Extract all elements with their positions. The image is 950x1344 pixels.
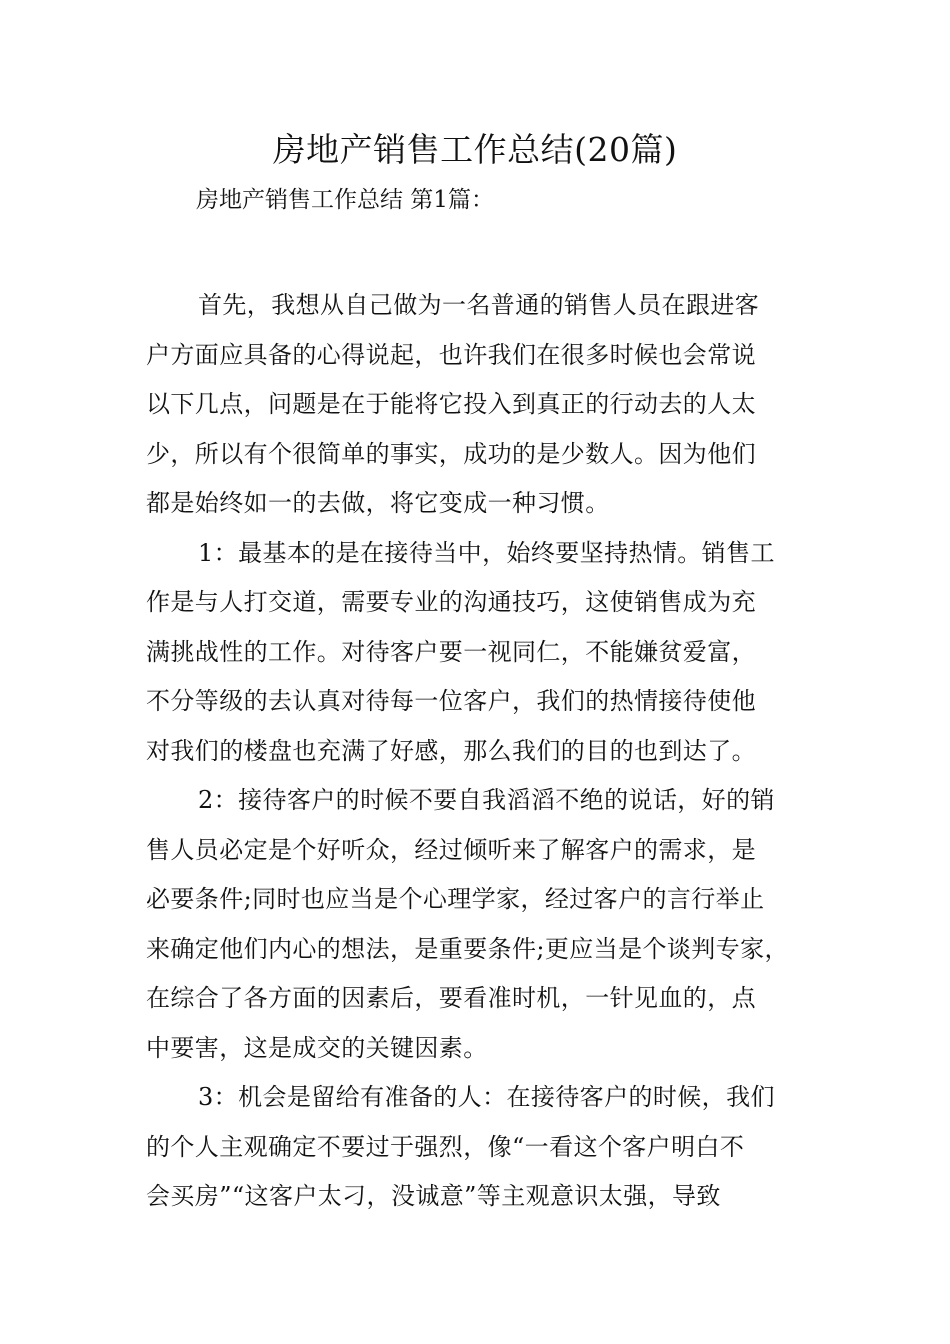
paragraph-line: 都是始终如一的去做，将它变成一种习惯。: [146, 489, 610, 517]
paragraph-line: 对我们的楼盘也充满了好感，那么我们的目的也到达了。: [146, 736, 756, 765]
document-subtitle: 房地产销售工作总结 第1篇：: [196, 187, 494, 213]
paragraph-line: 的个人主观确定不要过于强烈，像“一看这个客户明白不: [146, 1132, 745, 1161]
paragraph-line: 中要害，这是成交的关键因素。: [146, 1033, 488, 1062]
document-title: 房地产销售工作总结(20篇): [272, 130, 678, 169]
paragraph-line: 2：接待客户的时候不要自我滔滔不绝的说话，好的销: [198, 786, 775, 814]
paragraph-line: 必要条件;同时也应当是个心理学家，经过客户的言行举止: [146, 885, 765, 913]
paragraph-line: 作是与人打交道，需要专业的沟通技巧，这使销售成为充: [146, 588, 756, 616]
paragraph-line: 满挑战性的工作。对待客户要一视同仁，不能嫌贫爱富，: [146, 637, 756, 666]
paragraph-line: 会买房”“这客户太刁，没诚意”等主观意识太强，导致: [146, 1182, 721, 1210]
paragraph-line: 3：机会是留给有准备的人：在接待客户的时候，我们: [198, 1083, 775, 1111]
paragraph-line: 首先，我想从自己做为一名普通的销售人员在跟进客: [198, 291, 760, 319]
paragraph-line: 少，所以有个很简单的事实，成功的是少数人。因为他们: [146, 439, 756, 468]
paragraph-line: 户方面应具备的心得说起，也许我们在很多时候也会常说: [146, 340, 756, 369]
paragraph-line: 1：最基本的是在接待当中，始终要坚持热情。销售工: [198, 538, 775, 567]
paragraph-line: 不分等级的去认真对待每一位客户，我们的热情接待使他: [146, 687, 756, 715]
document-body: [146, 281, 810, 1222]
paragraph-line: 售人员必定是个好听众，经过倾听来了解客户的需求，是: [146, 835, 756, 864]
paragraph-line: 来确定他们内心的想法，是重要条件;更应当是个谈判专家，: [146, 934, 789, 963]
paragraph-line: 以下几点，问题是在于能将它投入到真正的行动去的人太: [146, 390, 756, 418]
paragraph-line: 在综合了各方面的因素后，要看准时机，一针见血的，点: [146, 984, 756, 1012]
